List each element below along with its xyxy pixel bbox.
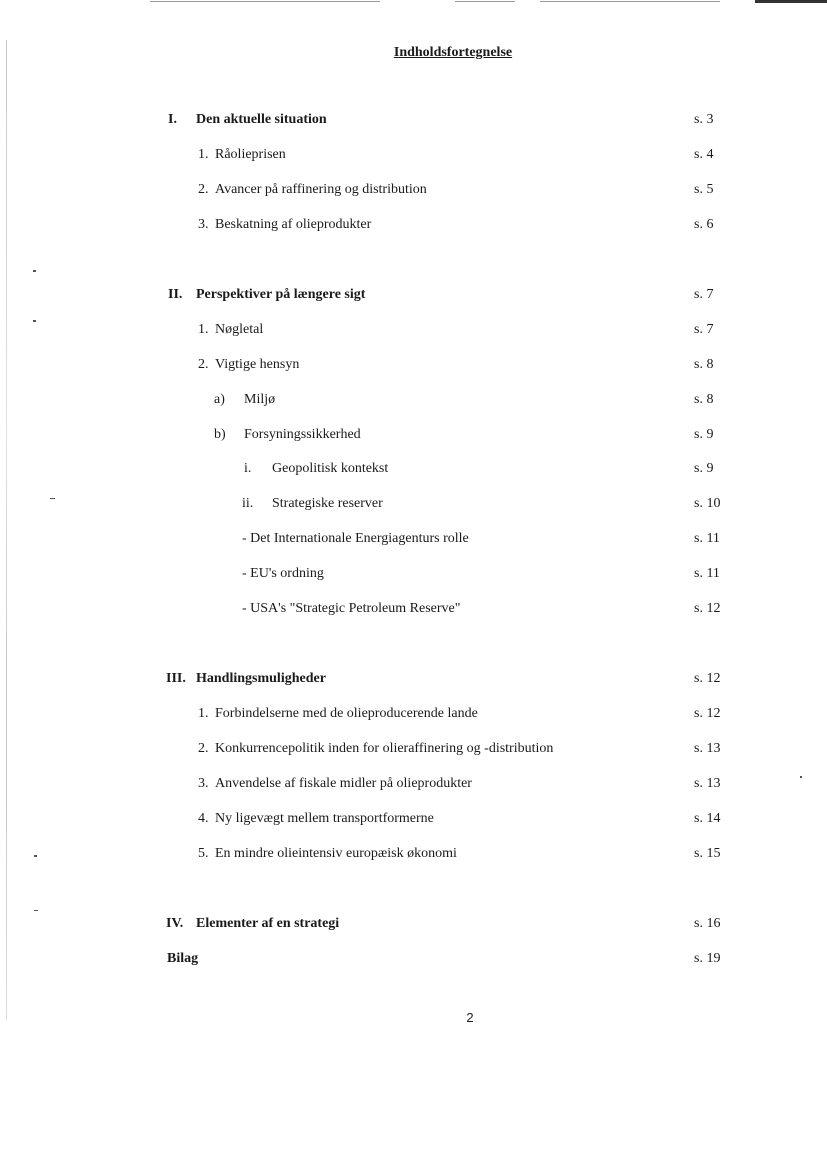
toc-section-i[interactable] [0,112,827,132]
toc-page: s. 13 [694,741,721,756]
toc-label: - Det Internationale Energiagenturs rolle [242,531,469,546]
toc-label: Konkurrencepolitik inden for olieraffinering og -distribution [215,741,554,756]
toc-number: a) [214,392,225,407]
page-title-text: Indholdsfortegnelse [393,45,513,60]
toc-page: s. 5 [694,182,714,197]
toc-page: s. 12 [694,601,721,616]
toc-label: Strategiske reserver [272,496,383,511]
toc-number: II. [168,287,183,302]
toc-page: s. 19 [694,951,721,966]
toc-entry[interactable] [0,496,827,516]
toc-entry[interactable] [0,566,827,586]
toc-label: - USA's "Strategic Petroleum Reserve" [242,601,461,616]
toc-number: 2. [198,182,209,197]
toc-page: s. 7 [694,322,714,337]
toc-page: s. 15 [694,846,721,861]
toc-label: Beskatning af olieprodukter [215,217,372,232]
toc-entry[interactable] [0,706,827,726]
toc-label: Vigtige hensyn [215,357,300,372]
toc-label: Forbindelserne med de olieproducerende lande [215,706,478,721]
toc-page: s. 12 [694,706,721,721]
toc-entry[interactable] [0,427,827,447]
toc-label: Avancer på raffinering og distribution [215,182,427,197]
toc-entry[interactable] [0,741,827,761]
toc-entry[interactable] [0,147,827,167]
toc-label: En mindre olieintensiv europæisk økonomi [215,846,457,861]
toc-page: s. 12 [694,671,721,686]
toc-label: Nøgletal [215,322,264,337]
toc-entry[interactable] [0,217,827,237]
toc-label: Råolieprisen [215,147,286,162]
toc-entry[interactable] [0,392,827,412]
toc-entry[interactable] [0,357,827,377]
toc-number: 3. [198,217,209,232]
toc-page: s. 6 [694,217,714,232]
toc-label: Handlingsmuligheder [196,671,326,686]
toc-page: s. 7 [694,287,714,302]
toc-number: 4. [198,811,209,826]
toc-number: 1. [198,147,209,162]
toc-number: i. [244,461,252,476]
toc-label: Anvendelse af fiskale midler på olieprodukter [215,776,472,791]
toc-label: Ny ligevægt mellem transportformerne [215,811,434,826]
toc-label: Bilag [167,951,199,966]
toc-number: I. [168,112,177,127]
toc-page: s. 14 [694,811,721,826]
toc-label: Miljø [244,392,276,407]
toc-section-iv[interactable] [0,916,827,936]
toc-entry[interactable] [0,601,827,621]
toc-page: s. 11 [694,566,720,581]
toc-page: s. 11 [694,531,720,546]
toc-section-ii[interactable] [0,287,827,307]
toc-number: 2. [198,357,209,372]
toc-label: Perspektiver på længere sigt [196,287,366,302]
toc-page: s. 8 [694,392,714,407]
toc-page: s. 16 [694,916,721,931]
toc-page: s. 9 [694,427,714,442]
toc-number: 3. [198,776,209,791]
toc-number: ii. [242,496,254,511]
toc-entry[interactable] [0,811,827,831]
toc-entry[interactable] [0,531,827,551]
toc-number: IV. [166,916,184,931]
toc-entry[interactable] [0,322,827,342]
toc-page: s. 10 [694,496,721,511]
toc-label: Den aktuelle situation [196,112,327,127]
toc-entry[interactable] [0,182,827,202]
toc-entry[interactable] [0,846,827,866]
toc-label: Forsyningssikkerhed [244,427,361,442]
toc-label: - EU's ordning [242,566,324,581]
toc-section-iii[interactable] [0,671,827,691]
toc-number: 1. [198,706,209,721]
toc-number: 5. [198,846,209,861]
toc-page: s. 4 [694,147,714,162]
toc-number: 1. [198,322,209,337]
page-number: 2 [466,1010,474,1025]
toc-entry[interactable] [0,461,827,481]
toc-entry[interactable] [0,776,827,796]
toc-page: s. 3 [694,112,714,127]
toc-number: b) [214,427,226,442]
toc-label: Geopolitisk kontekst [272,461,389,476]
toc-section-bilag[interactable] [0,951,827,971]
toc-label: Elementer af en strategi [196,916,340,931]
toc-page: s. 9 [694,461,714,476]
toc-number: 2. [198,741,209,756]
toc-page: s. 13 [694,776,721,791]
toc-number: III. [166,671,186,686]
toc-page: s. 8 [694,357,714,372]
